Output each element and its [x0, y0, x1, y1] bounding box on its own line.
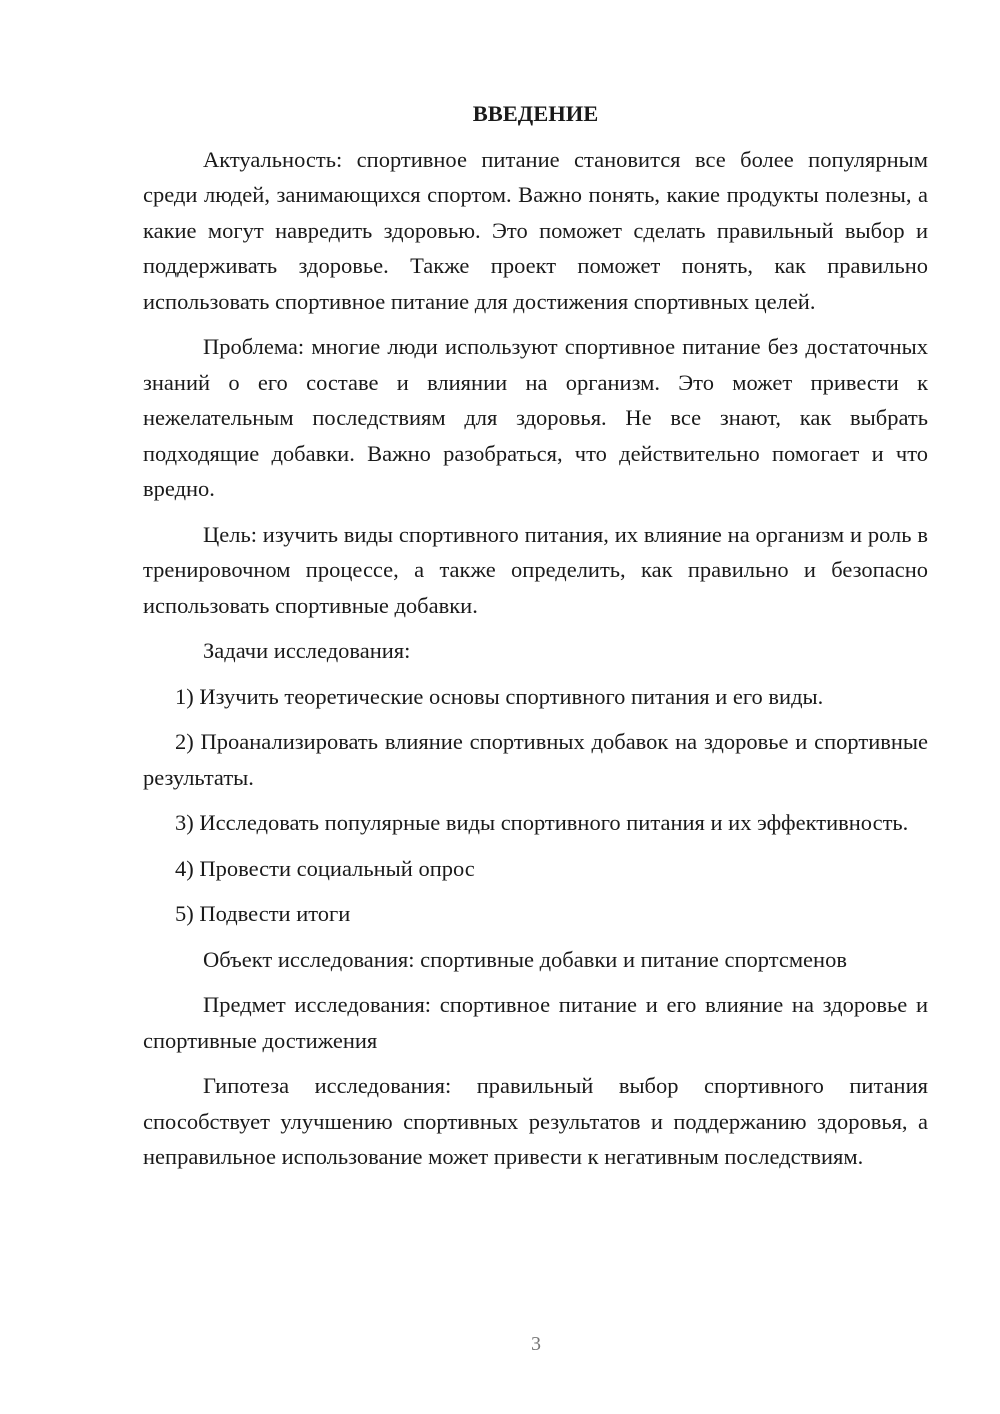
paragraph-tasks-heading: Задачи исследования: [203, 638, 411, 663]
paragraph-subject: Предмет исследования: спортивное питание и его влияние на здоровье и спортивные достижения [143, 992, 928, 1053]
page-number: 3 [531, 1333, 541, 1355]
paragraph-problem: Проблема: многие люди используют спортивное питание без достаточных знаний о его составе и влиянии на организм. Это может привести к нежелательным последствиям для здоровья. Не все знают, как выбрать подходящие добавки. Важно разобраться, что действительно помогает и что вредно. [143, 334, 928, 501]
task-item-2: 2) Проанализировать влияние спортивных добавок на здоровье и спортивные результаты. [143, 729, 928, 790]
paragraph-goal: Цель: изучить виды спортивного питания, их влияние на организм и роль в тренировочном процессе, а также определить, как правильно и безопасно использовать спортивные добавки. [143, 521, 928, 618]
section-title: ВВЕДЕНИЕ [472, 101, 599, 126]
task-item-1: 1) Изучить теоретические основы спортивного питания и его виды. [175, 683, 824, 709]
task-item-5: 5) Подвести итоги [175, 901, 351, 926]
paragraph-object: Объект исследования: спортивные добавки и питание спортсменов [203, 946, 847, 972]
paragraph-hypothesis: Гипотеза исследования: правильный выбор спортивного питания способствует улучшению спортивных результатов и поддержанию здоровья, а неправильное использование может привести к негативным последствиям. [143, 1073, 928, 1169]
document-body [143, 96, 928, 1185]
task-item-3: 3) Исследовать популярные виды спортивного питания и их эффективность. [175, 810, 909, 835]
task-item-4: 4) Провести социальный опрос [175, 855, 475, 881]
paragraph-relevance: Актуальность: спортивное питание становится все более популярным среди людей, занимающихся спортом. Важно понять, какие продукты полезны, а какие могут навредить здоровью. Это поможет сделать правильный выбор и поддерживать здоровье. Также проект поможет понять, как правильно использовать спортивное питание для достижения спортивных целей. [143, 146, 928, 314]
